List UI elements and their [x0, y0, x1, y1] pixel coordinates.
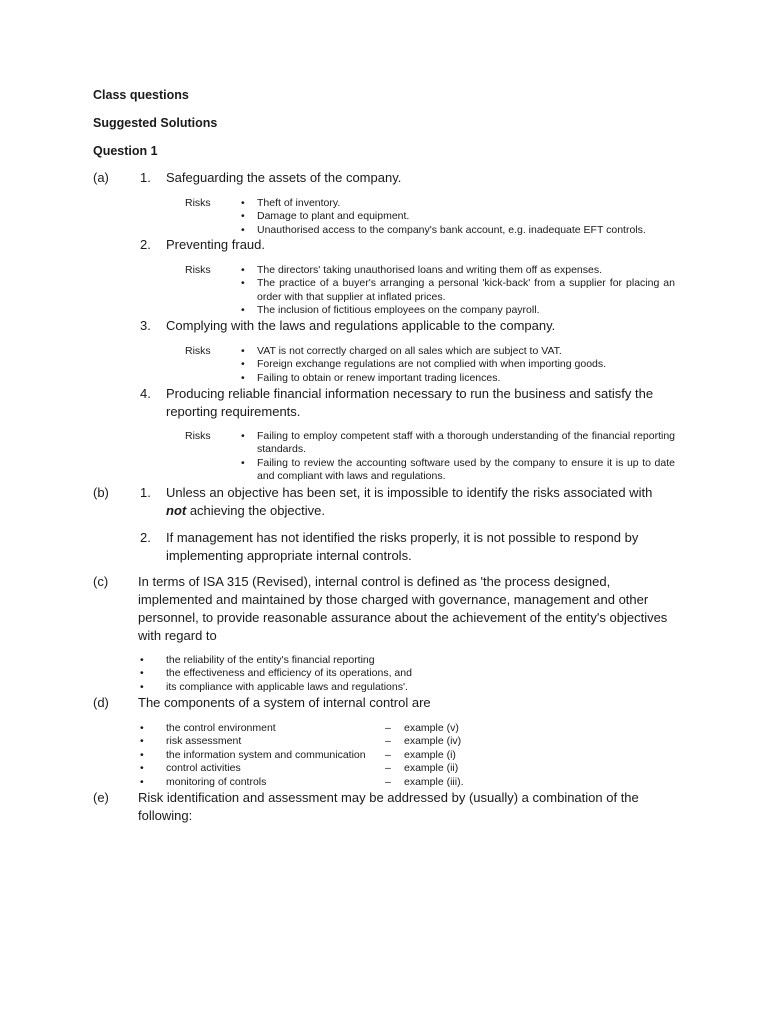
heading-suggested-solutions: Suggested Solutions — [93, 116, 218, 130]
c-definition-text: In terms of ISA 315 (Revised), internal control is defined as 'the process designed, implemented and maintained by those charged with governance, management and other personnel, to provide reasonable assurance about the achievement of the entity's objectives with regard to — [138, 574, 668, 643]
risk-item: • VAT is not correctly charged on all sales which are subject to VAT. — [241, 345, 675, 358]
risks-label: Risks — [185, 345, 211, 357]
risk-item: • Failing to employ competent staff with a thorough understanding of the financial reporting standards. — [241, 430, 675, 457]
risk-list — [241, 345, 675, 385]
component-row: • control activities – example (ii) — [140, 762, 459, 775]
risk-item: • Foreign exchange regulations are not complied with when importing goods. — [241, 358, 675, 371]
emphasis-not: not — [166, 503, 187, 518]
a-item-2-text: Preventing fraud. — [166, 237, 266, 252]
risk-item: • Unauthorised access to the company's bank account, e.g. inadequate EFT controls. — [241, 224, 675, 237]
heading-question-1: Question 1 — [93, 144, 158, 158]
a-item-2-number: 2. — [140, 237, 151, 252]
b-item-1-text: Unless an objective has been set, it is impossible to identify the risks associated with not achieving the objective. — [166, 485, 653, 518]
a-item-4-number: 4. — [140, 386, 151, 401]
risks-label: Risks — [185, 264, 211, 276]
risk-list — [241, 197, 675, 237]
risks-label: Risks — [185, 430, 211, 442]
a-item-1-number: 1. — [140, 170, 151, 185]
component-row: • risk assessment – example (iv) — [140, 735, 462, 748]
risk-item: • The practice of a buyer's arranging a personal 'kick-back' from a supplier for placing an order with that supplier at inflated prices. — [241, 277, 675, 304]
b-item-2-text: If management has not identified the risks properly, it is not possible to respond by implementing appropriate internal controls. — [166, 530, 639, 563]
list-item: • the effectiveness and efficiency of its operations, and — [140, 667, 680, 680]
risk-list — [241, 264, 675, 318]
list-item: • its compliance with applicable laws and regulations'. — [140, 681, 680, 694]
part-a-label: (a) — [93, 170, 109, 185]
risk-item: • The inclusion of fictitious employees on the company payroll. — [241, 304, 675, 317]
part-d-label: (d) — [93, 695, 109, 710]
risk-item: • The directors' taking unauthorised loans and writing them off as expenses. — [241, 264, 675, 277]
risk-item: • Theft of inventory. — [241, 197, 675, 210]
b-item-1-number: 1. — [140, 485, 151, 500]
list-item: • the reliability of the entity's financial reporting — [140, 654, 680, 667]
heading-class-questions: Class questions — [93, 88, 189, 102]
c-bullet-list — [140, 654, 680, 694]
risk-item: • Failing to obtain or renew important trading licences. — [241, 372, 675, 385]
e-text: Risk identification and assessment may be addressed by (usually) a combination of the following: — [138, 790, 639, 823]
risks-label: Risks — [185, 197, 211, 209]
a-item-4-text: Producing reliable financial information necessary to run the business and satisfy the reporting requirements. — [166, 386, 654, 419]
a-item-3-number: 3. — [140, 318, 151, 333]
part-e-label: (e) — [93, 790, 109, 805]
component-row: • monitoring of controls – example (iii). — [140, 775, 464, 788]
component-row: • the information system and communication – example (i) — [140, 748, 456, 761]
a-item-1-text: Safeguarding the assets of the company. — [166, 170, 402, 185]
component-row: • the control environment – example (v) — [140, 722, 459, 734]
a-item-3-text: Complying with the laws and regulations applicable to the company. — [166, 318, 556, 333]
risk-item: • Damage to plant and equipment. — [241, 210, 675, 223]
b-item-2-number: 2. — [140, 530, 151, 545]
part-c-label: (c) — [93, 574, 109, 589]
risk-list — [241, 430, 675, 484]
part-b-label: (b) — [93, 485, 109, 500]
risk-item: • Failing to review the accounting software used by the company to ensure it is up to date and compliant with laws and regulations. — [241, 457, 675, 484]
d-intro-text: The components of a system of internal control are — [138, 695, 431, 710]
